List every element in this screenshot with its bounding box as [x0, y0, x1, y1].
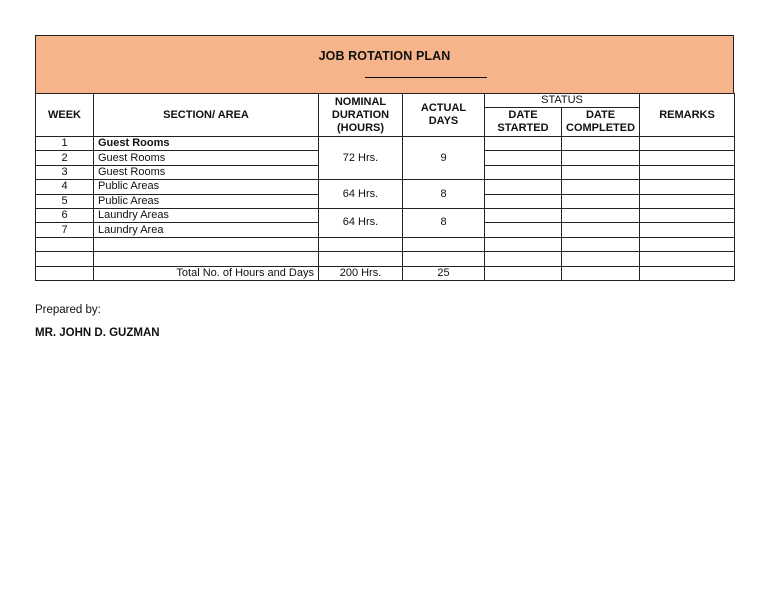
date-started-cell[interactable]: [485, 223, 562, 237]
week-cell: 1: [36, 137, 94, 151]
actual-days-header: [403, 94, 485, 137]
date-completed-cell[interactable]: [562, 223, 640, 237]
actual-line-2: DAYS: [428, 115, 459, 127]
nominal-line-2: DURATION: [331, 108, 390, 121]
nominal-line-3: (HOURS): [336, 121, 385, 134]
empty-cell[interactable]: [640, 237, 735, 251]
area-cell: Guest Rooms: [94, 137, 319, 151]
empty-cell[interactable]: [485, 237, 562, 251]
week-cell: 7: [36, 223, 94, 237]
empty-cell[interactable]: [403, 237, 485, 251]
week-cell: 6: [36, 208, 94, 222]
empty-cell: [640, 266, 735, 280]
date-completed-line-1: DATE: [585, 109, 616, 121]
date-completed-cell[interactable]: [562, 194, 640, 208]
title-band: [35, 35, 734, 93]
empty-row: [36, 237, 735, 251]
area-cell: Public Areas: [94, 180, 319, 194]
area-cell: Laundry Areas: [94, 208, 319, 222]
title-underline: [365, 77, 487, 78]
date-started-line-1: DATE: [508, 109, 538, 121]
empty-cell[interactable]: [562, 237, 640, 251]
job-rotation-sheet: [35, 35, 734, 281]
remarks-cell[interactable]: [640, 223, 735, 237]
week-header: WEEK: [36, 94, 94, 137]
total-label: Total No. of Hours and Days: [94, 266, 319, 280]
date-completed-cell[interactable]: [562, 208, 640, 222]
date-completed-header: [562, 108, 640, 137]
total-hours: 200 Hrs.: [319, 266, 403, 280]
area-cell: Guest Rooms: [94, 165, 319, 179]
date-completed-cell[interactable]: [562, 165, 640, 179]
empty-cell[interactable]: [94, 252, 319, 266]
date-started-cell[interactable]: [485, 194, 562, 208]
empty-cell: [36, 266, 94, 280]
remarks-cell[interactable]: [640, 194, 735, 208]
section-header: SECTION/ AREA: [94, 94, 319, 137]
status-header: STATUS: [485, 94, 640, 108]
hours-cell: 64 Hrs.: [319, 208, 403, 237]
empty-cell[interactable]: [485, 252, 562, 266]
remarks-cell[interactable]: [640, 165, 735, 179]
days-cell: 9: [403, 137, 485, 180]
date-started-line-2: STARTED: [497, 122, 549, 134]
date-completed-cell[interactable]: [562, 151, 640, 165]
preparer-name: MR. JOHN D. GUZMAN: [35, 327, 160, 339]
date-started-cell[interactable]: [485, 180, 562, 194]
empty-cell[interactable]: [94, 237, 319, 251]
area-cell: Public Areas: [94, 194, 319, 208]
empty-row: [36, 252, 735, 266]
total-days: 25: [403, 266, 485, 280]
date-started-cell[interactable]: [485, 137, 562, 151]
prepared-by-label: Prepared by:: [35, 304, 101, 316]
page-title: JOB ROTATION PLAN: [318, 49, 451, 63]
date-started-header: [485, 108, 562, 137]
empty-cell[interactable]: [640, 252, 735, 266]
rotation-table: [35, 93, 735, 281]
remarks-cell[interactable]: [640, 208, 735, 222]
empty-cell[interactable]: [36, 252, 94, 266]
date-started-cell[interactable]: [485, 208, 562, 222]
hours-cell: 72 Hrs.: [319, 137, 403, 180]
empty-cell[interactable]: [36, 237, 94, 251]
actual-line-1: ACTUAL: [420, 102, 467, 114]
nominal-duration-header: [319, 94, 403, 137]
table-row: [36, 137, 735, 151]
days-cell: 8: [403, 180, 485, 209]
date-completed-cell[interactable]: [562, 180, 640, 194]
empty-cell[interactable]: [562, 252, 640, 266]
week-cell: 2: [36, 151, 94, 165]
date-started-cell[interactable]: [485, 165, 562, 179]
header-row-1: [36, 94, 735, 108]
empty-cell: [485, 266, 562, 280]
days-cell: 8: [403, 208, 485, 237]
nominal-line-1: NOMINAL: [334, 95, 387, 108]
remarks-cell[interactable]: [640, 180, 735, 194]
week-cell: 3: [36, 165, 94, 179]
remarks-cell[interactable]: [640, 151, 735, 165]
empty-cell[interactable]: [403, 252, 485, 266]
remarks-header: REMARKS: [640, 94, 735, 137]
empty-cell: [562, 266, 640, 280]
week-cell: 4: [36, 180, 94, 194]
remarks-cell[interactable]: [640, 137, 735, 151]
table-row: [36, 208, 735, 222]
area-cell: Laundry Area: [94, 223, 319, 237]
hours-cell: 64 Hrs.: [319, 180, 403, 209]
total-row: [36, 266, 735, 280]
empty-cell[interactable]: [319, 252, 403, 266]
week-cell: 5: [36, 194, 94, 208]
date-started-cell[interactable]: [485, 151, 562, 165]
table-row: [36, 180, 735, 194]
date-completed-line-2: COMPLETED: [566, 122, 636, 134]
date-completed-cell[interactable]: [562, 137, 640, 151]
area-cell: Guest Rooms: [94, 151, 319, 165]
empty-cell[interactable]: [319, 237, 403, 251]
